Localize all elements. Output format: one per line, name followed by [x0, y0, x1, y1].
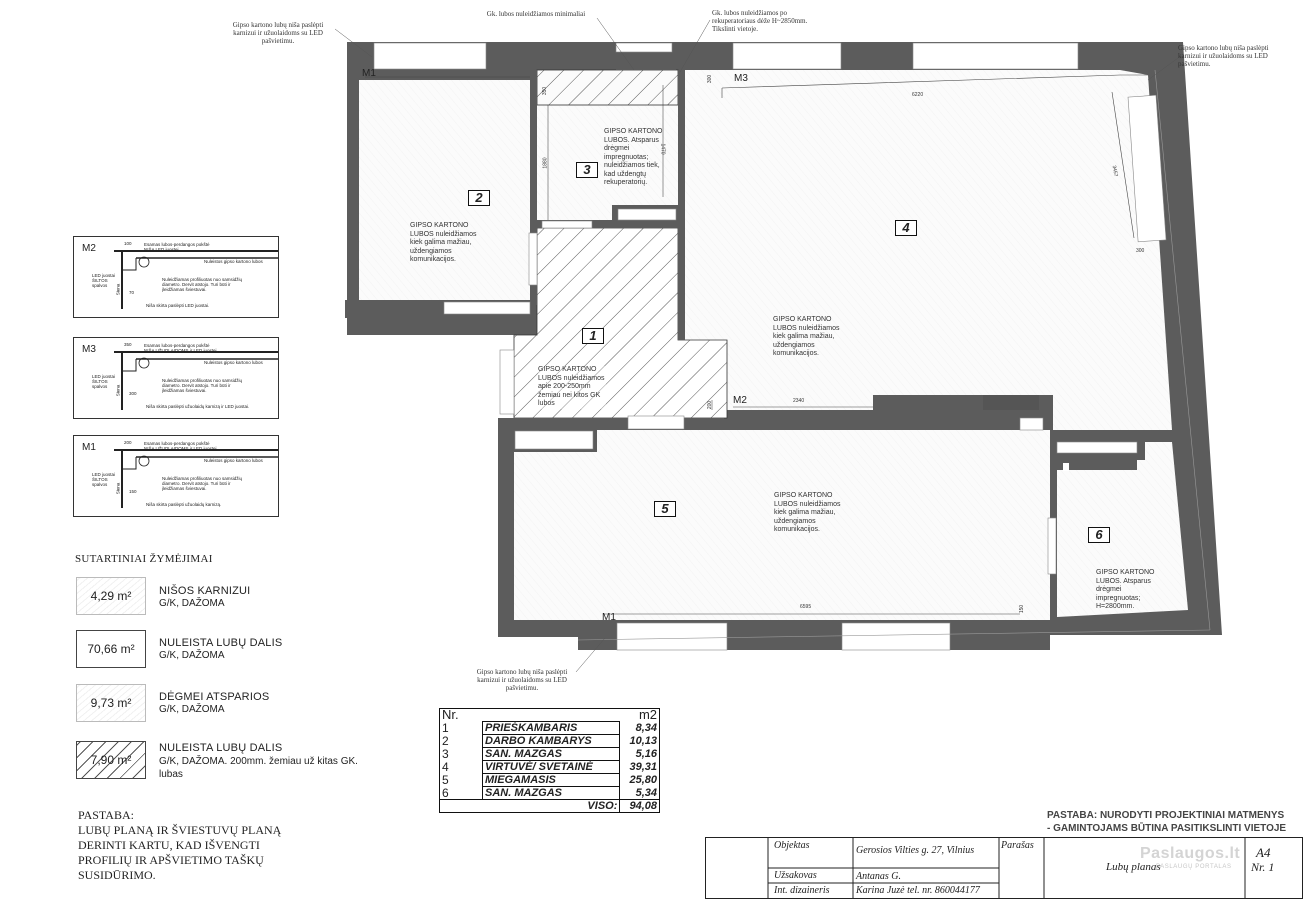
dim-3457: 3457: [1110, 165, 1119, 177]
dim-350: 350: [542, 86, 549, 96]
pastaba-left-line: LUBŲ PLANĄ IR ŠVIESTUVŲ PLANĄ: [78, 823, 282, 837]
table-row: 6 SAN. MAZGAS 5,34: [442, 785, 657, 800]
room-text-3: GIPSO KARTONO LUBOS. Atsparus drėgmei impregnuotas; nuleidžiamos tiek, kad uždengtų rekuperatorių.: [604, 128, 663, 186]
pastaba-left-title: PASTABA:: [78, 808, 134, 822]
legend-title-niche: NIŠOS KARNIZUI: [159, 585, 251, 597]
pastaba-right: [1047, 809, 1286, 835]
legend-swatch-niche: 4,29 m²: [76, 577, 146, 615]
table-total-row: VISO: 94,08: [440, 800, 660, 813]
title-format: A4: [1256, 845, 1271, 860]
pastaba-right-line: PASTABA: NURODYTI PROJEKTINIAI MATMENYS: [1047, 810, 1285, 821]
dim-2340: 2340: [793, 398, 805, 404]
legend-sub-niche: G/K, DAŽOMA: [159, 598, 225, 609]
detail-label: M1: [82, 442, 96, 453]
table-row: 3 SAN. MAZGAS 5,16: [442, 747, 657, 761]
dim-6220: 6220: [912, 92, 924, 98]
dim-200: 200: [707, 400, 714, 410]
legend-swatch-lowered-200: 7,90 m²: [76, 741, 146, 779]
dim-1470: 1470: [659, 143, 666, 155]
room-number-5: 5: [654, 501, 676, 517]
room-text-6: GIPSO KARTONO LUBOS. Atsparus drėgmei impregnuotas; H=2800mm.: [1096, 569, 1155, 610]
title-dizaineris: Karina Juzė tel. nr. 860044177: [856, 885, 980, 896]
detail-label: M3: [82, 344, 96, 355]
dim-300-top: 300: [707, 74, 714, 84]
pastaba-left-line: DERINTI KARTU, KAD IŠVENGTI: [78, 838, 260, 852]
note-niche-top-left: Gipso kartono lubų niša paslėpti karnizui ir užuolaidoms su LED pašvietimu.: [232, 21, 324, 45]
detail-box-m2: M2 Esamas lubos-perdangos pokštė NIŠA LED juostei Nuleistos gipso kartono lubos 100 70 LED juostai ŠILTOS spalvos Siena Nuleidžiamas profiliuotas nuo samsidžių diametro. Dervit atstojo. Turi būti ir įleidžiamas šviestuvai. Niša skirta paslėpti LED juostai.: [73, 236, 279, 318]
title-uzsakovas: Antanas G.: [856, 871, 901, 882]
tag-m3: M3: [734, 73, 748, 84]
legend-swatch-moisture: 9,73 m²: [76, 684, 146, 722]
watermark-logo: Paslaugos.lt: [1140, 845, 1241, 862]
room-text-1: GIPSO KARTONO LUBOS nuleidžiamos apie 200-250mm žemiau nei kitos GK lubos: [538, 366, 605, 407]
dim-150: 150: [1019, 604, 1026, 614]
legend-sub-lowered-200: G/K, DAŽOMA. 200mm. žemiau už kitas GK. lubas: [159, 756, 358, 780]
title-sheet-number: Nr. 1: [1251, 860, 1275, 874]
room-number-4: 4: [895, 220, 917, 236]
legend-title-lowered: NULEISTA LUBŲ DALIS: [159, 637, 283, 649]
room-2-tex: [359, 80, 530, 318]
dim-1880: 1880: [542, 157, 549, 169]
dim-6595: 6595: [800, 604, 812, 610]
legend-sub-moisture: G/K, DAŽOMA: [159, 704, 225, 715]
watermark-tagline: PASLAUGŲ PORTALAS: [1156, 864, 1232, 870]
detail-label: M2: [82, 243, 96, 254]
room-number-1: 1: [582, 328, 604, 344]
table-header: Nr. m2: [442, 707, 657, 723]
room-number-2: 2: [468, 190, 490, 206]
title-objektas-label: Objektas: [774, 840, 810, 851]
note-niche-bottom: Gipso kartono lubų niša paslėpti karnizui ir užuolaidoms su LED pašvietimu.: [476, 668, 568, 692]
note-niche-right: Gipso kartono lubų niša paslėpti karnizui ir užuolaidoms su LED pašvietimu.: [1178, 44, 1269, 68]
table-row: 4 VIRTUVĖ/ SVETAINĖ 39,31: [442, 760, 657, 774]
pastaba-right-line: - GAMINTOJAMS BŪTINA PASITIKSLINTI VIETOJE: [1047, 823, 1287, 834]
pastaba-left: [78, 808, 281, 883]
legend-title-lowered-200: NULEISTA LUBŲ DALIS: [159, 742, 283, 754]
tag-m1-bottom: M1: [602, 612, 616, 623]
legend-title-moisture: DĖGMEI ATSPARIOS: [159, 691, 270, 703]
room-3-hatch-strip: [537, 70, 678, 105]
tag-m2: M2: [733, 395, 747, 406]
title-dizaineris-label: Int. dizaineris: [774, 885, 830, 896]
tag-m1-top: M1: [362, 68, 376, 79]
room-number-3: 3: [576, 162, 598, 178]
detail-box-m3: M3 Esamas lubos-perdangos pokštė NIŠA UŽUOLAIDOMS ir LED juostei Nuleistos gipso kartono lubos 350 300 LED juostai ŠILTOS spalvos Siena Nuleidžiamas profiliuotas nuo samsidžių diametro. Dervit atstojo. Turi būti ir įleidžiamas šviestuvai. Niša skirta paslėpti užuolaidų karnizą ir LED juostai.: [73, 337, 279, 419]
title-objektas: Gerosios Vilties g. 27, Vilnius: [856, 845, 975, 856]
table-row: 1 PRIEŠKAMBARIS 8,34: [442, 721, 657, 735]
legend-sub-lowered: G/K, DAŽOMA: [159, 650, 225, 661]
note-recuperator: Gk. lubos nuleidžiamos po rekuperatoriaus dėže H~2850mm. Tikslinti vietoje.: [712, 9, 808, 33]
table-row: 2 DARBO KAMBARYS 10,13: [442, 734, 657, 748]
room-number-6: 6: [1088, 527, 1110, 543]
dim-300-right: 300: [1136, 248, 1145, 254]
room-text-4: GIPSO KARTONO LUBOS nuleidžiamos kiek galima mažiau, uždengiamos komunikacijos.: [773, 316, 840, 357]
room-text-5: GIPSO KARTONO LUBOS nuleidžiamos kiek galima mažiau, uždengiamos komunikacijos.: [774, 492, 841, 533]
room-text-2: GIPSO KARTONO LUBOS nuleidžiamos kiek galima mažiau, uždengiamos komunikacijos.: [410, 222, 477, 263]
table-row: 5 MIEGAMASIS 25,80: [442, 773, 657, 787]
room-area-table: [439, 708, 660, 813]
title-parasas-label: Parašas: [1001, 840, 1034, 851]
title-sheet: Lubų planas: [1106, 861, 1161, 873]
detail-box-m1: M1 Esamas lubos-perdangos pokštė NIŠA UŽUOLAIDOMS ir LED juostei Nuleistos gipso kartono lubos 200 150 LED juostai ŠILTOS spalvos Siena Nuleidžiamas profiliuotas nuo samsidžių diametro. Dervit atstojo. Turi būti ir įleidžiamas šviestuvai. Niša skirta paslėpti užuolaidų karnizą.: [73, 435, 279, 517]
pastaba-left-line: SUSIDŪRIMO.: [78, 868, 156, 882]
title-uzsakovas-label: Užsakovas: [774, 870, 817, 881]
note-ceiling-minimal: Gk. lubos nuleidžiamos minimaliai: [486, 10, 586, 18]
legend-title: SUTARTINIAI ŽYMĖJIMAI: [75, 553, 213, 565]
legend-swatch-lowered: 70,66 m²: [76, 630, 146, 668]
pastaba-left-line: PROFILIŲ IR APŠVIETIMO TAŠKŲ: [78, 853, 264, 867]
